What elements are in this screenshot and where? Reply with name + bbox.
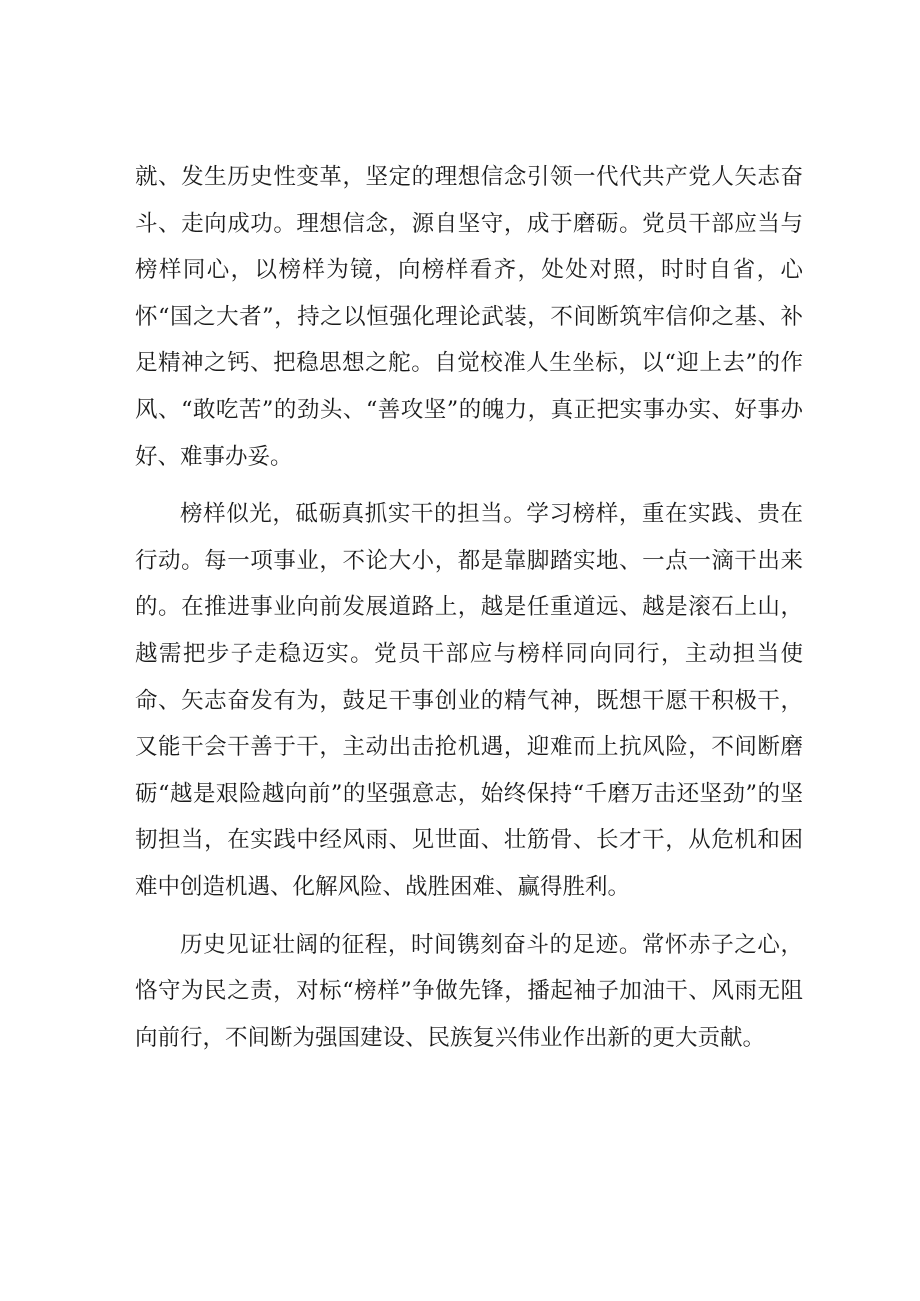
- paragraph-continuation: 就、发生历史性变革，坚定的理想信念引领一代代共产党人矢志奋斗、走向成功。理想信念，源自坚守，成于磨砺。党员干部应当与榜样同心，以榜样为镜，向榜样看齐，处处对照，时时自省，心怀“国之大者”，持之以恒强化理论武装，不间断筑牢信仰之基、补足精神之钙、把稳思想之舵。自觉校准人生坐标，以“迎上去”的作风、“敢吃苦”的劲头、“善攻坚”的魄力，真正把实事办实、好事办好、难事办妥。: [135, 164, 803, 470]
- paragraph-conclusion: 历史见证壮阔的征程，时间镌刻奋斗的足迹。常怀赤子之心，恪守为民之责，对标“榜样”争做先锋，播起袖子加油干、风雨无阻向前行，不间断为强国建设、民族复兴伟业作出新的更大贡献。: [135, 931, 803, 1051]
- paragraph-role-model-action: 榜样似光，砥砺真抓实干的担当。学习榜样，重在实践、贵在行动。每一项事业，不论大小，都是靠脚踏实地、一点一滴干出来的。在推进事业向前发展道路上，越是任重道远、越是滚石上山，越需把步子走稳迈实。党员干部应与榜样同向同行，主动担当使命、矢志奋发有为，鼓足干事创业的精气神，既想干愿干积极干，又能干会干善于干，主动出击抢机遇，迎难而上抗风险，不间断磨砺“越是艰险越向前”的坚强意志，始终保持“千磨万击还坚劲”的坚韧担当，在实践中经风雨、见世面、壮筋骨、长才干，从危机和困难中创造机遇、化解风险、战胜困难、赢得胜利。: [135, 501, 803, 900]
- document-body: [135, 154, 803, 1061]
